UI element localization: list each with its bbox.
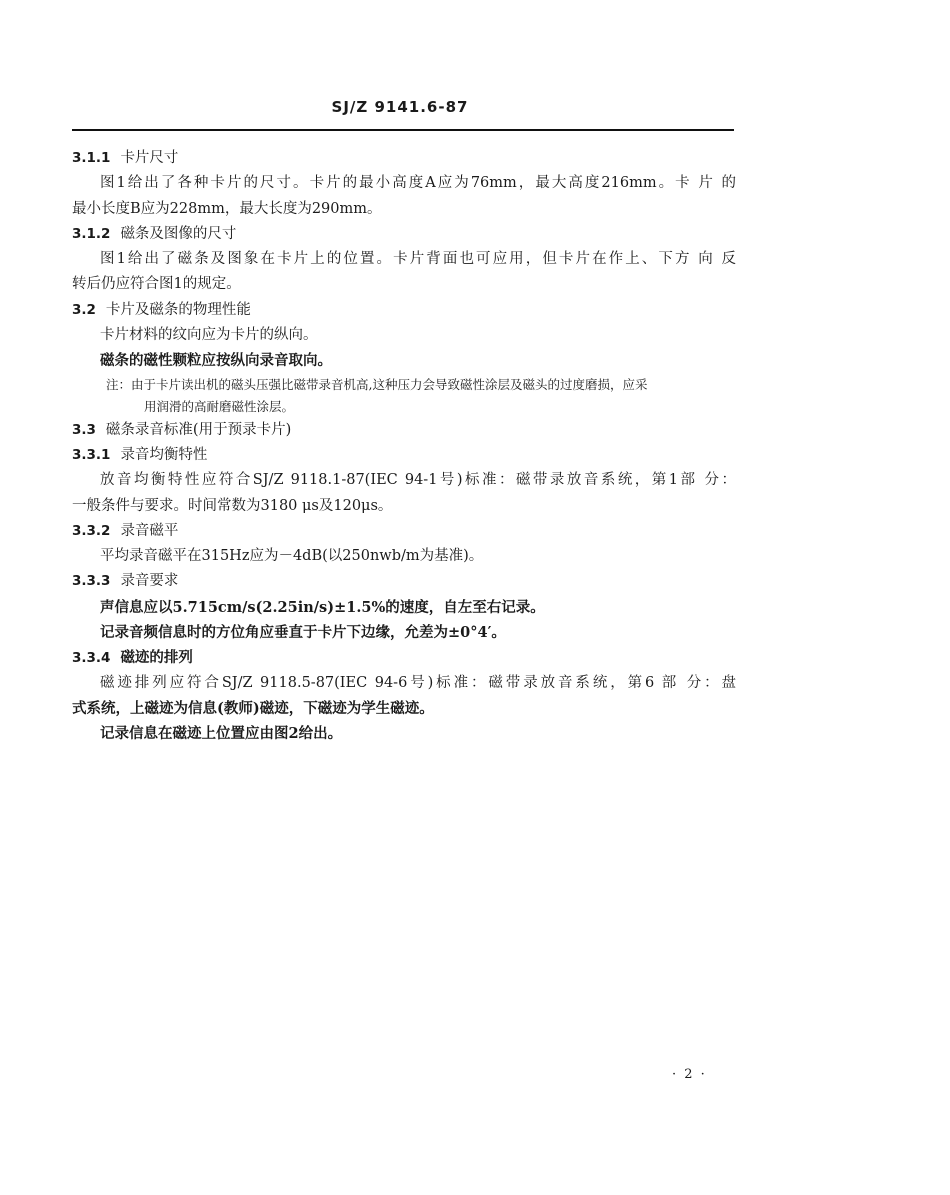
paragraph-line: 磁条的磁性颗粒应按纵向录音取向。 <box>100 352 332 370</box>
paragraph-line: 一般条件与要求。时间常数为3180 μs及120μs。 <box>72 497 393 514</box>
standard-code-header: SJ/Z 9141.6-87 <box>331 98 469 116</box>
paragraph-line: 记录音频信息时的方位角应垂直于卡片下边缘，允差为±0°4′。 <box>100 624 506 642</box>
header-rule <box>72 129 734 131</box>
section-heading-3-3-2 <box>72 519 736 544</box>
section-number: 3.3.3 <box>72 573 111 590</box>
paragraph-line: 记录信息在磁迹上位置应由图2给出。 <box>100 725 343 743</box>
section-title: 磁条及图像的尺寸 <box>120 225 237 242</box>
paragraph-line: 卡片材料的纹向应为卡片的纵向。 <box>100 327 318 344</box>
section-heading-3-3-4 <box>72 645 736 670</box>
section-title: 录音均衡特性 <box>120 446 208 463</box>
section-title: 卡片尺寸 <box>120 150 179 166</box>
paragraph-line: 式系统，上磁迹为信息(教师)磁迹，下磁迹为学生磁迹。 <box>72 699 434 717</box>
section-title: 磁迹的排列 <box>120 649 193 667</box>
paragraph-line: 转后仍应符合图1的规定。 <box>72 276 241 293</box>
section-title: 录音磁平 <box>120 522 179 539</box>
note-line: 用润滑的高耐磨磁性涂层。 <box>144 398 295 414</box>
paragraph-line: 图1给出了磁条及图象在卡片上的位置。卡片背面也可应用，但卡片在作上、下方 向 反 <box>100 251 736 268</box>
section-number: 3.1.1 <box>72 150 111 166</box>
paragraph-line: 图1给出了各种卡片的尺寸。卡片的最小高度A应为76mm，最大高度216mm。卡 片 的 <box>100 175 736 192</box>
section-title: 录音要求 <box>120 573 179 590</box>
paragraph-line: 平均录音磁平在315Hz应为－4dB(以250nwb/m为基准)。 <box>100 548 484 565</box>
section-number: 3.3 <box>72 421 96 438</box>
page-number: · 2 · <box>672 1067 707 1082</box>
section-title: 磁条录音标准(用于预录卡片) <box>105 421 292 438</box>
section-heading-3-1-2 <box>72 222 736 247</box>
section-number: 3.2 <box>72 301 96 318</box>
section-heading-3-1-1 <box>72 146 736 171</box>
section-title: 卡片及磁条的物理性能 <box>105 301 251 318</box>
note-line: 注：由于卡片读出机的磁头压强比磁带录音机高,这种压力会导致磁性涂层及磁头的过度磨损，应采 <box>106 376 648 392</box>
section-heading-3-3-3 <box>72 569 736 594</box>
section-number: 3.1.2 <box>72 225 111 242</box>
document-body <box>72 146 736 747</box>
paragraph-line: 放音均衡特性应符合SJ/Z 9118.1-87(IEC 94-1号)标准：磁带录放音系统，第1部 分： <box>100 472 736 489</box>
section-heading-3-2 <box>72 298 736 323</box>
section-heading-3-3-1 <box>72 443 736 468</box>
paragraph-line: 磁迹排列应符合SJ/Z 9118.5-87(IEC 94-6号)标准：磁带录放音系统，第6 部 分：盘 <box>100 674 736 691</box>
paragraph-line: 最小长度B应为228mm，最大长度为290mm。 <box>72 200 382 217</box>
section-number: 3.3.1 <box>72 446 111 463</box>
section-number: 3.3.2 <box>72 522 111 539</box>
section-number: 3.3.4 <box>72 650 111 667</box>
section-heading-3-3 <box>72 418 736 443</box>
paragraph-line: 声信息应以5.715cm/s(2.25in/s)±1.5%的速度，自左至右记录。 <box>100 598 545 616</box>
